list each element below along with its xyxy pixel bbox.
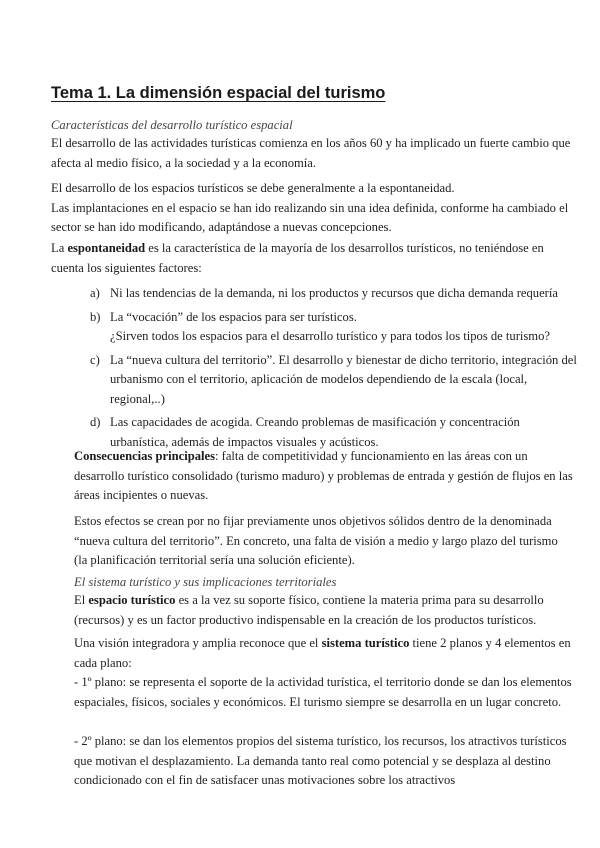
bold-term: espacio turístico [88,593,176,607]
text-run: El [74,593,89,607]
text-run: La [51,241,68,255]
section-subheading: El sistema turístico y sus implicaciones territoriales [74,575,337,589]
list-item-text: Ni las tendencias de la demanda, ni los productos y recursos que dicha demanda requería [110,286,558,300]
list-item [90,284,580,304]
list-marker: a) [90,286,100,300]
paragraph-espacio-turistico [74,591,574,630]
paragraph-efectos: Estos efectos se crean por no fijar previamente unos objetivos sólidos dentro de la denominada “nueva cultura del territorio”. En concreto, una falta de visión a medio y largo plazo del turismo (la planificación territorial sería una solución eficiente). [74,514,558,567]
list-item-text: La “nueva cultura del territorio”. El desarrollo y bienestar de dicho territorio, integración del urbanismo con el territorio, aplicación de modelos dependiendo de la escala (local, regional,..) [110,352,577,406]
paragraph-espontaneidad [51,239,571,278]
paragraph-espontaneidad-intro [51,179,571,238]
text-run: es a la vez su soporte físico, contiene la materia prima para su desarrollo (recursos) y es un factor productivo indispensable en la creación de los productos turísticos. [74,593,544,627]
bold-term: espontaneidad [67,241,146,255]
paragraph-consecuencias [74,447,574,506]
paragraph-plano-2: - 2º plano: se dan los elementos propios del sistema turístico, los recursos, los atractivos turísticos que motivan el desplazamiento. La demanda tanto real como potencial y se desplaza al destino condicionado con el fin de satisfacer unas motivaciones sobre los atractivos [74,734,567,787]
list-item-text: Las capacidades de acogida. Creando problemas de masificación y concentración urbanística, además de impactos visuales y acústicos. [110,415,520,449]
paragraph-plano-1: - 1º plano: se representa el soporte de la actividad turística, el territorio donde se dan los elementos espaciales, físicos, sociales y económicos. El turismo siempre se desarrolla en un lugar concreto. [74,675,572,709]
text-run: es la característica de la mayoría de los desarrollos turísticos, no teniéndose en cuenta los siguientes factores: [51,241,544,275]
list-item-text: ¿Sirven todos los espacios para el desarrollo turístico y para todos los tipos de turismo? [110,329,550,343]
text-run: : falta de competitividad y funcionamiento en las áreas con un desarrollo turístico consolidado (turismo maduro) y problemas de entrada y gestión de flujos en las áreas incipientes o nuevas. [74,449,573,502]
list-item [90,351,580,410]
list-marker: d) [90,415,101,429]
text-run: tiene 2 planos y 4 elementos en cada plano: [74,636,571,670]
paragraph-sistema-turistico [74,634,574,673]
bold-term: Consecuencias principales [74,449,215,463]
section-subheading: Características del desarrollo turístico espacial [51,118,293,132]
paragraph-line: El desarrollo de los espacios turísticos se debe generalmente a la espontaneidad. [51,181,455,195]
factors-list [90,284,580,456]
paragraph-intro: El desarrollo de las actividades turísticas comienza en los años 60 y ha implicado un fuerte cambio que afecta al medio físico, a la sociedad y a la economía. [51,136,571,170]
paragraph-line: Las implantaciones en el espacio se han ido realizando sin una idea definida, conforme ha cambiado el sector se han ido modificando, adaptándose a nuevas concepciones. [51,200,569,234]
text-run: Una visión integradora y amplia reconoce que el [74,636,322,650]
list-item [90,308,580,347]
list-item-text: La “vocación” de los espacios para ser turísticos. [110,309,357,324]
page-title: Tema 1. La dimensión espacial del turismo [51,84,386,102]
bold-term: sistema turístico [321,636,410,650]
list-marker: c) [90,352,100,367]
list-marker: b) [90,309,101,324]
